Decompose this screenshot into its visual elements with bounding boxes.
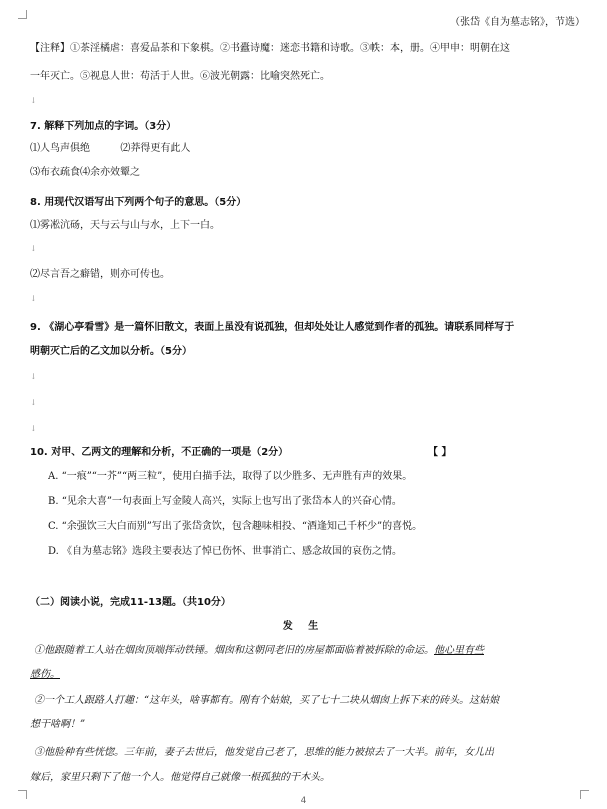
q8-sentence-2: ⑵尽言吾之癖错，则亦可传也。 (30, 269, 170, 280)
story-p1-underlined: 他心里有些 (434, 645, 484, 656)
q10-option-d: D. 《自为墓志铭》选段主要表达了悼已伤怀、世事消亡、感念故国的哀伤之情。 (48, 546, 403, 557)
q7-item-1: ⑴人鸟声俱绝 (30, 143, 90, 154)
q8-sentence-1: ⑴雾凇沆砀，天与云与山与水，上下一白。 (30, 220, 220, 231)
story-title: 发 生 (282, 621, 325, 632)
q7-row-1 (30, 142, 577, 156)
blank-line-marker: ↓ (30, 96, 37, 105)
crop-mark-top-left (18, 10, 27, 19)
answer-bracket: 【 】 (428, 447, 452, 458)
q7-item-2: ⑵莽得更有此人 (120, 143, 191, 154)
q10-option-b: B. “见余大喜”一句表面上写金陵人高兴，实际上也写出了张岱本人的兴奋心情。 (48, 496, 402, 507)
note-line-1: 【注释】①茶淫橘虐：喜爱品茶和下象棋。②书蠹诗魔：迷恋书籍和诗歌。③帙：本，册。④甲申：明朝在这 (30, 43, 510, 54)
blank-line-marker: ↓ (30, 398, 37, 407)
story-p2-line-1: ②一个工人跟路人打趣：“这年头，啥事都有。刚有个姑娘，买了七十二块从烟囱上拆下来的砖头。这姑娘 (34, 695, 500, 706)
q10-title-row (30, 446, 577, 460)
q9-line-2: 明朝灭亡后的乙文加以分析。（5分） (30, 346, 192, 357)
q7-row-2 (30, 166, 577, 180)
story-p3-line-2: 嫁后，家里只剩下了他一个人。他觉得自己就像一根孤独的干木头。 (30, 772, 330, 783)
q7-item-3: ⑶布衣疏食 (30, 167, 80, 178)
story-p1-text: ①他跟随着工人站在烟囱顶端挥动铁锤。烟囱和这朝同老旧的房屋都面临着被拆除的命运。 (34, 645, 434, 656)
story-p1-underlined-end: 感伤。 (30, 669, 60, 680)
story-p3-line-1: ③他脸种有些恍惚。三年前，妻子去世后，他发觉自己老了，思维的能力被掠去了一大半。前年，女儿出 (34, 747, 494, 758)
blank-line-marker: ↓ (30, 294, 37, 303)
q7-title: 7. 解释下列加点的字词。（3分） (30, 121, 177, 132)
story-p1-line-2 (30, 668, 577, 682)
q10-option-c: C. “余强饮三大白而别”写出了张岱贪饮，包含趣味相投、“酒逢知己千杯少”的喜悦。 (48, 521, 423, 532)
q8-title: 8. 用现代汉语写出下列两个句子的意思。（5分） (30, 197, 247, 208)
source-citation: （张岱《自为墓志铭》，节选） (450, 17, 585, 28)
q10-option-a: A. “一痕”“一芥”“两三粒”，使用白描手法，取得了以少胜多、无声胜有声的效果。 (48, 471, 413, 482)
q7-item-4: ⑷余亦效颦之 (80, 167, 140, 178)
story-p1-line-1 (34, 644, 577, 658)
blank-line-marker: ↓ (30, 244, 37, 253)
q10-title: 10. 对甲、乙两文的理解和分析，不正确的一项是（2分） (30, 447, 289, 458)
blank-line-marker: ↓ (30, 372, 37, 381)
story-p2-line-2: 想干啥啊！” (30, 719, 86, 730)
q9-line-1: 9. 《湖心亭看雪》是一篇怀旧散文，表面上虽没有说孤独，但却处处让人感觉到作者的孤独。请联系同样写于 (30, 322, 515, 333)
section-2-heading: （二）阅读小说，完成11-13题。（共10分） (30, 597, 231, 608)
page-number: 4 (300, 796, 307, 806)
blank-line-marker: ↓ (30, 424, 37, 433)
note-line-2: 一年灭亡。⑤视息人世：苟活于人世。⑥波光朝露：比喻突然死亡。 (30, 71, 330, 82)
